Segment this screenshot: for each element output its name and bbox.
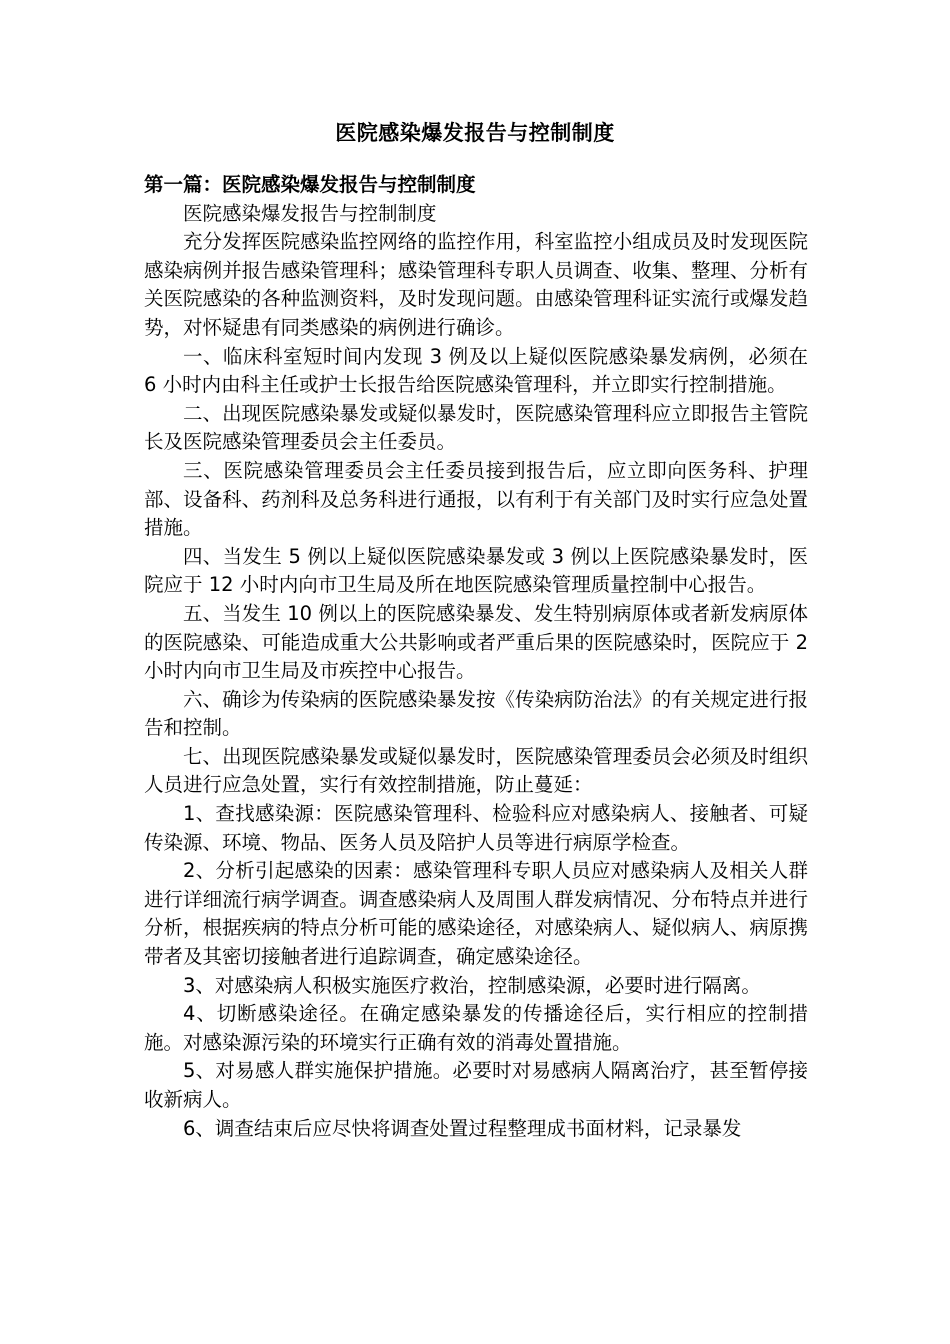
paragraph-subitem-2: 2、分析引起感染的因素：感染管理科专职人员应对感染病人及相关人群进行详细流行病学调查。调查感染病人及周围人群发病情况、分布特点并进行分析，根据疾病的特点分析可能的感染途径，对感染病人、疑似病人、病原携带者及其密切接触者进行追踪调查，确定感染途径。: [144, 859, 808, 969]
paragraph-subitem-4: 4、切断感染途径。在确定感染暴发的传播途径后，实行相应的控制措施。对感染源污染的环境实行正确有效的消毒处置措施。: [144, 1002, 808, 1054]
section-heading: 第一篇：医院感染爆发报告与控制制度: [144, 173, 476, 196]
document-body: [144, 171, 808, 1143]
paragraph-item-2: 二、出现医院感染暴发或疑似暴发时，医院感染管理科应立即报告主管院长及医院感染管理委员会主任委员。: [144, 401, 808, 454]
paragraph-subitem-6: 6、调查结束后应尽快将调查处置过程整理成书面材料，记录暴发: [183, 1116, 742, 1140]
paragraph-subtitle: 医院感染爆发报告与控制制度: [183, 201, 437, 225]
paragraph-item-3: 三、医院感染管理委员会主任委员接到报告后，应立即向医务科、护理部、设备科、药剂科及总务科进行通报，以有利于有关部门及时实行应急处置措施。: [144, 458, 808, 540]
paragraph-intro: 充分发挥医院感染监控网络的监控作用，科室监控小组成员及时发现医院感染病例并报告感染管理科；感染管理科专职人员调查、收集、整理、分析有关医院感染的各种监测资料，及时发现问题。由感染管理科证实流行或爆发趋势，对怀疑患有同类感染的病例进行确诊。: [144, 230, 808, 339]
paragraph-subitem-1: 1、查找感染源：医院感染管理科、检验科应对感染病人、接触者、可疑传染源、环境、物品、医务人员及陪护人员等进行病原学检查。: [144, 802, 808, 854]
paragraph-subitem-5: 5、对易感人群实施保护措施。必要时对易感病人隔离治疗，甚至暂停接收新病人。: [144, 1059, 808, 1111]
paragraph-item-7: 七、出现医院感染暴发或疑似暴发时，医院感染管理委员会必须及时组织人员进行应急处置，实行有效控制措施，防止蔓延：: [144, 744, 808, 797]
paragraph-subitem-3: 3、对感染病人积极实施医疗救治，控制感染源，必要时进行隔离。: [183, 973, 761, 997]
paragraph-item-5: 五、当发生 10 例以上的医院感染暴发、发生特别病原体或者新发病原体的医院感染、可能造成重大公共影响或者严重后果的医院感染时，医院应于 2 小时内向市卫生局及市疾控中心报告。: [144, 601, 808, 683]
paragraph-item-6: 六、确诊为传染病的医院感染暴发按《传染病防治法》的有关规定进行报告和控制。: [144, 687, 808, 740]
paragraph-item-1: 一、临床科室短时间内发现 3 例及以上疑似医院感染暴发病例，必须在 6 小时内由科主任或护士长报告给医院感染管理科，并立即实行控制措施。: [144, 344, 808, 397]
paragraph-item-4: 四、当发生 5 例以上疑似医院感染暴发或 3 例以上医院感染暴发时，医院应于 12 小时内向市卫生局及所在地医院感染管理质量控制中心报告。: [144, 544, 808, 597]
document-title: 医院感染爆发报告与控制制度: [335, 121, 615, 145]
